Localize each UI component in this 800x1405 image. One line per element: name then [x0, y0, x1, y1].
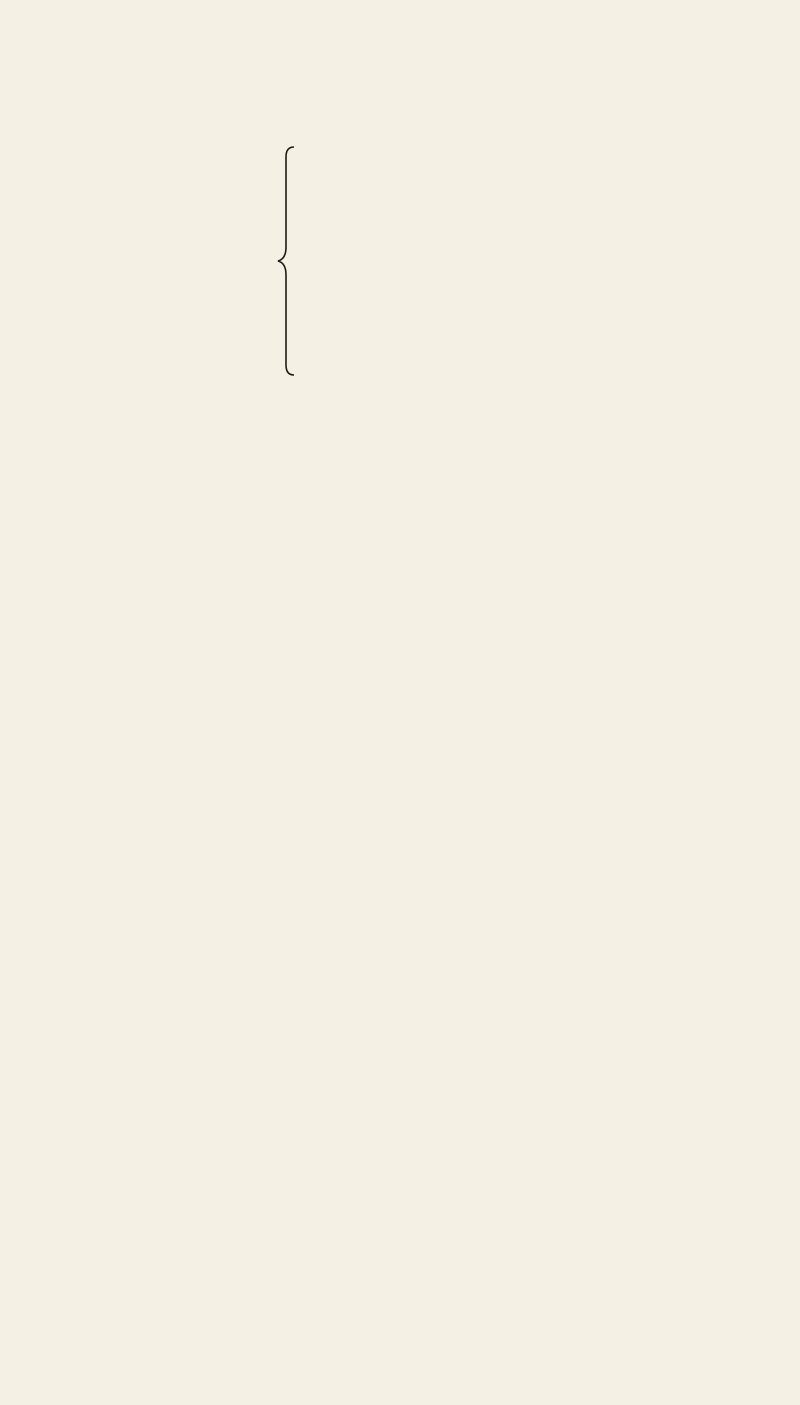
substance-name: [298, 237, 628, 261]
grains-value: [630, 308, 720, 332]
grains-value: [630, 285, 720, 309]
grains-value: [630, 355, 720, 379]
substance-name: [298, 167, 628, 191]
brace-icon: [272, 143, 298, 379]
grains-value: [630, 261, 720, 285]
substance-name: [298, 285, 628, 309]
substance-name: [298, 308, 628, 332]
grains-list: [630, 143, 720, 379]
substance-list: [298, 143, 628, 379]
grains-value: [630, 332, 720, 356]
substance-name: [298, 261, 628, 285]
grains-value: [630, 190, 720, 214]
substance-name: [298, 332, 628, 356]
substance-name: [298, 355, 628, 379]
running-header: [48, 22, 760, 72]
grains-value: [630, 237, 720, 261]
substance-name: [298, 143, 628, 167]
substance-name: [298, 214, 628, 238]
grains-value: [630, 167, 720, 191]
grains-value: [630, 214, 720, 238]
grains-value: [630, 143, 720, 167]
substance-name: [298, 190, 628, 214]
